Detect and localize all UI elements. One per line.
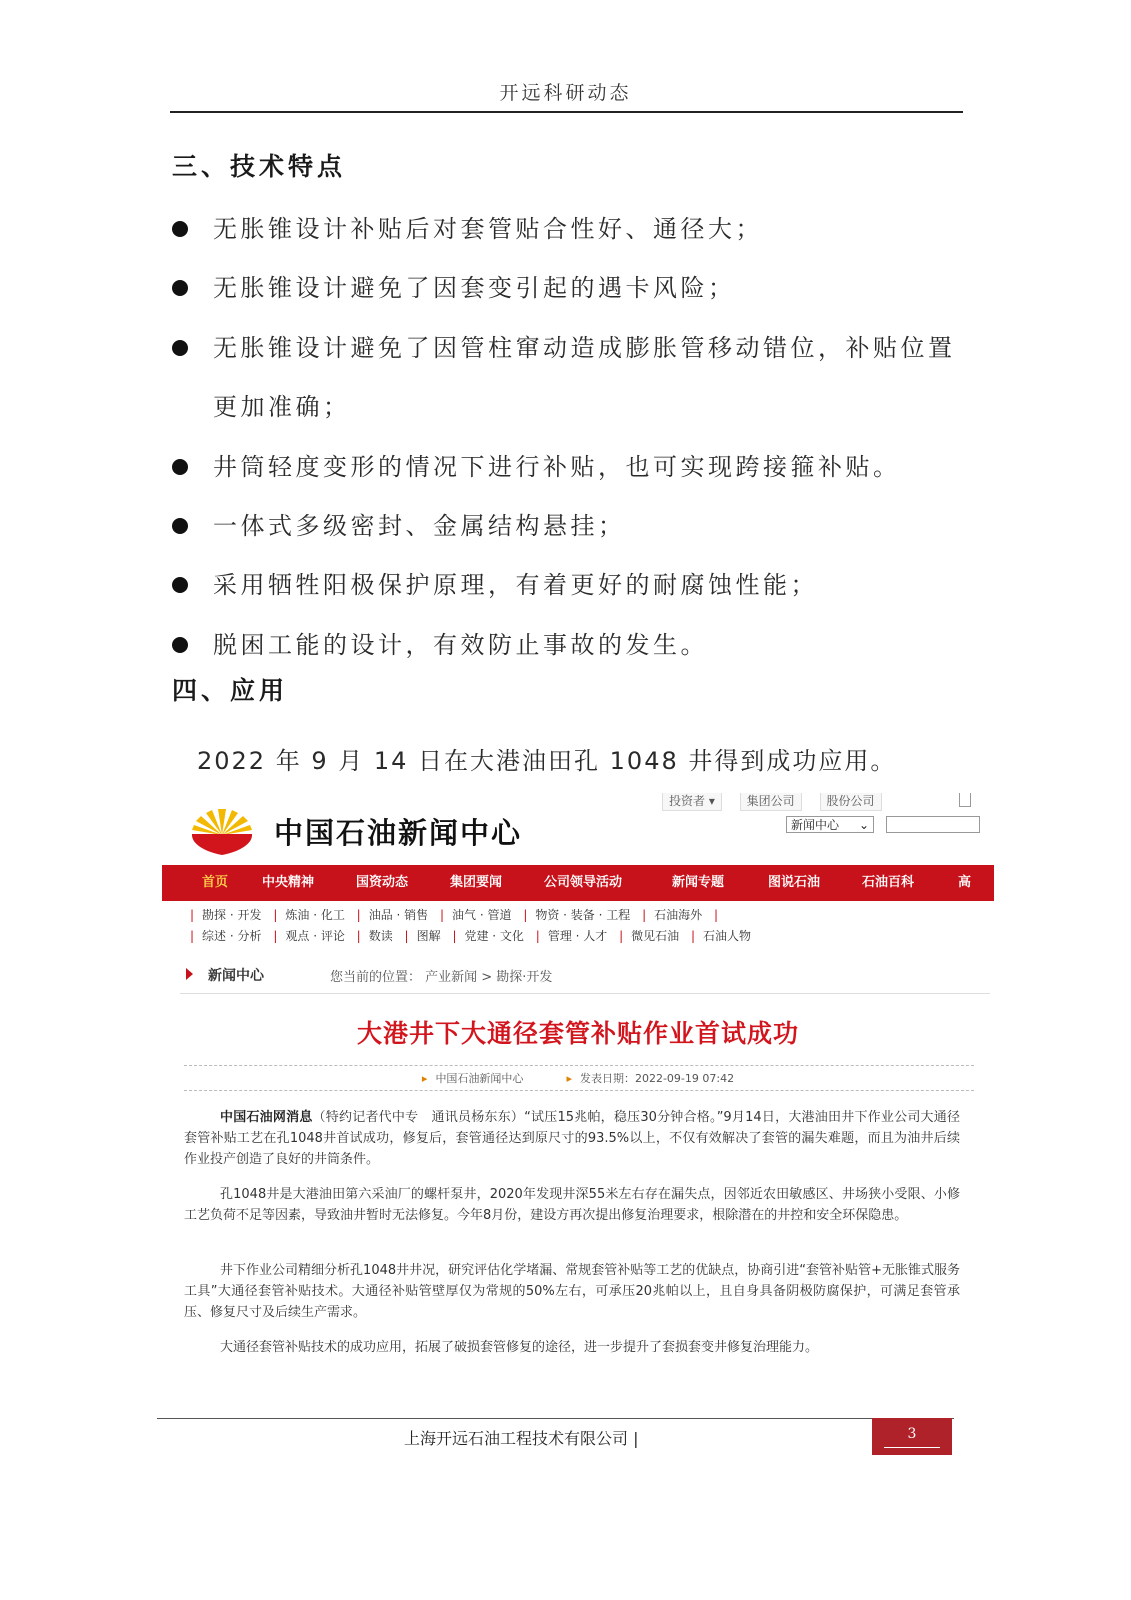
lead-bold: 中国石油网消息 bbox=[220, 1110, 313, 1125]
feature-item: 脱困工能的设计，有效防止事故的发生。 bbox=[170, 616, 970, 675]
page-header: 开远科研动态 bbox=[499, 82, 632, 104]
subnav-link[interactable]: 数读 bbox=[368, 929, 393, 943]
page-number-underline bbox=[884, 1447, 940, 1448]
feature-item: 采用牺牲阳极保护原理，有着更好的耐腐蚀性能； bbox=[170, 556, 970, 615]
news-screenshot bbox=[162, 793, 994, 1408]
breadcrumb bbox=[180, 963, 990, 994]
page-number: 3 bbox=[907, 1426, 917, 1442]
subnav-link[interactable]: 物资 · 装备 · 工程 bbox=[535, 908, 631, 922]
nav-central[interactable]: 中央精神 bbox=[262, 875, 315, 890]
site-title: 中国石油新闻中心 bbox=[274, 816, 523, 850]
subnav-link[interactable]: 勘探 · 开发 bbox=[202, 908, 262, 922]
meta-divider bbox=[184, 1090, 974, 1091]
header-rule bbox=[170, 111, 963, 113]
breadcrumb-home[interactable]: 新闻中心 bbox=[208, 968, 264, 984]
nav-sasac[interactable]: 国资动态 bbox=[356, 875, 409, 890]
title-divider bbox=[184, 1065, 974, 1066]
article-paragraph: 大通径套管补贴技术的成功应用，拓展了破损套管修复的途径，进一步提升了套损套变井修复治理能力。 bbox=[220, 1340, 819, 1355]
feature-item: 井筒轻度变形的情况下进行补贴，也可实现跨接箍补贴。 bbox=[170, 438, 970, 497]
footer-rule bbox=[157, 1418, 954, 1419]
subnav-link[interactable]: 综述 · 分析 bbox=[202, 929, 262, 943]
nav-topics[interactable]: 新闻专题 bbox=[672, 875, 725, 890]
feature-item: 无胀锥设计避免了因管柱窜动造成膨胀管移动错位，补贴位置更加准确； bbox=[170, 319, 970, 438]
petrochina-logo-icon bbox=[188, 805, 256, 855]
subnav-link[interactable]: 观点 · 评论 bbox=[285, 929, 345, 943]
investor-link[interactable]: 投资者 ▾ bbox=[662, 793, 722, 811]
nav-encyclopedia[interactable]: 石油百科 bbox=[862, 875, 915, 890]
section-heading-application: 四、应用 bbox=[172, 676, 289, 705]
feature-item: 无胀锥设计补贴后对套管贴合性好、通径大； bbox=[170, 200, 970, 259]
article-paragraph: 中国石油网消息（特约记者代中专 通讯员杨东东）“试压15兆帕，稳压30分钟合格。”9月14日，大港油田井下作业公司大通径套管补贴工艺在孔1048井首试成功，修复后，套管通径达到原尺寸的93.5%以上，不仅有效解决了套管的漏失难题，而且为油井后续作业投产创造了良好的井筒条件。 bbox=[184, 1110, 960, 1167]
application-text: 2022 年 9 月 14 日在大港油田孔 1048 井得到成功应用。 bbox=[197, 747, 897, 775]
article-paragraph: 井下作业公司精细分析孔1048井井况，研究评估化学堵漏、常规套管补贴等工艺的优缺点，协商引进“套管补贴管+无胀锥式服务工具”大通径套管补贴技术。大通径补贴管壁厚仅为常规的50%左右，可承压20兆帕以上，且自身具备阴极防腐保护，可满足套管承压、修复尺寸及后续生产需求。 bbox=[184, 1263, 960, 1320]
subnav-row-2: | 综述 · 分析 | 观点 · 评论 | 数读 | 图解 | 党建 · 文化 | 管理 · 人才 | 微见石油 | 石油人物 bbox=[190, 929, 752, 943]
nav-leaders[interactable]: 公司领导活动 bbox=[544, 875, 623, 890]
section-heading-features: 三、技术特点 bbox=[172, 152, 347, 181]
subnav-link[interactable]: 石油人物 bbox=[703, 929, 752, 943]
group-link[interactable]: 集团公司 bbox=[740, 793, 802, 811]
nav-more[interactable]: 高 bbox=[958, 875, 972, 890]
search-input[interactable] bbox=[886, 816, 980, 833]
article-paragraph: 孔1048井是大港油田第六采油厂的螺杆泵井，2020年发现井深55米左右存在漏失点，因邻近农田敏感区、井场狭小受限、小修工艺负荷不足等因素，导致油井暂时无法修复。今年8月份，建设方再次提出修复治理要求，根除潜在的井控和安全环保隐患。 bbox=[184, 1187, 960, 1223]
breadcrumb-path: 您当前的位置： 产业新闻 > 勘探·开发 bbox=[330, 970, 553, 985]
subnav-link[interactable]: 油品 · 销售 bbox=[368, 908, 429, 922]
company-link[interactable]: 股份公司 bbox=[820, 793, 882, 811]
article-title: 大港井下大通径套管补贴作业首试成功 bbox=[356, 1019, 799, 1048]
chevron-down-icon: ⌄ bbox=[858, 818, 869, 832]
bookmark-icon[interactable] bbox=[959, 793, 971, 807]
breadcrumb-arrow-icon bbox=[186, 968, 193, 980]
feature-list bbox=[170, 200, 970, 675]
footer-company: 上海开远石油工程技术有限公司 | bbox=[404, 1429, 639, 1448]
subnav-link[interactable]: 微见石油 bbox=[631, 929, 680, 943]
nav-photos[interactable]: 图说石油 bbox=[768, 875, 821, 890]
subnav-link[interactable]: 图解 bbox=[416, 929, 441, 943]
subnav-link[interactable]: 油气 · 管道 bbox=[452, 908, 512, 922]
subnav-row-1: | 勘探 · 开发 | 炼油 · 化工 | 油品 · 销售 | 油气 · 管道 | 物资 · 装备 · 工程 | 石油海外 | bbox=[190, 908, 719, 922]
article-source: 中国石油新闻中心 bbox=[435, 1072, 524, 1085]
subnav-link[interactable]: 管理 · 人才 bbox=[547, 929, 608, 943]
nav-home[interactable]: 首页 bbox=[202, 875, 229, 890]
news-center-select[interactable] bbox=[786, 816, 874, 833]
top-links bbox=[662, 793, 896, 809]
subnav-link[interactable]: 炼油 · 化工 bbox=[285, 908, 345, 922]
subnav-link[interactable]: 党建 · 文化 bbox=[464, 929, 524, 943]
subnav-link[interactable]: 石油海外 bbox=[654, 908, 703, 922]
article-meta: ▸ 中国石油新闻中心 ▸ 发表日期：2022-09-19 07:42 bbox=[421, 1072, 735, 1085]
article-date: 发表日期：2022-09-19 07:42 bbox=[579, 1072, 735, 1085]
feature-item: 无胀锥设计避免了因套变引起的遇卡风险； bbox=[170, 259, 970, 318]
main-nav bbox=[162, 865, 994, 901]
news-select-value: 新闻中心 bbox=[791, 818, 840, 832]
feature-item: 一体式多级密封、金属结构悬挂； bbox=[170, 497, 970, 556]
nav-group-news[interactable]: 集团要闻 bbox=[450, 875, 503, 890]
